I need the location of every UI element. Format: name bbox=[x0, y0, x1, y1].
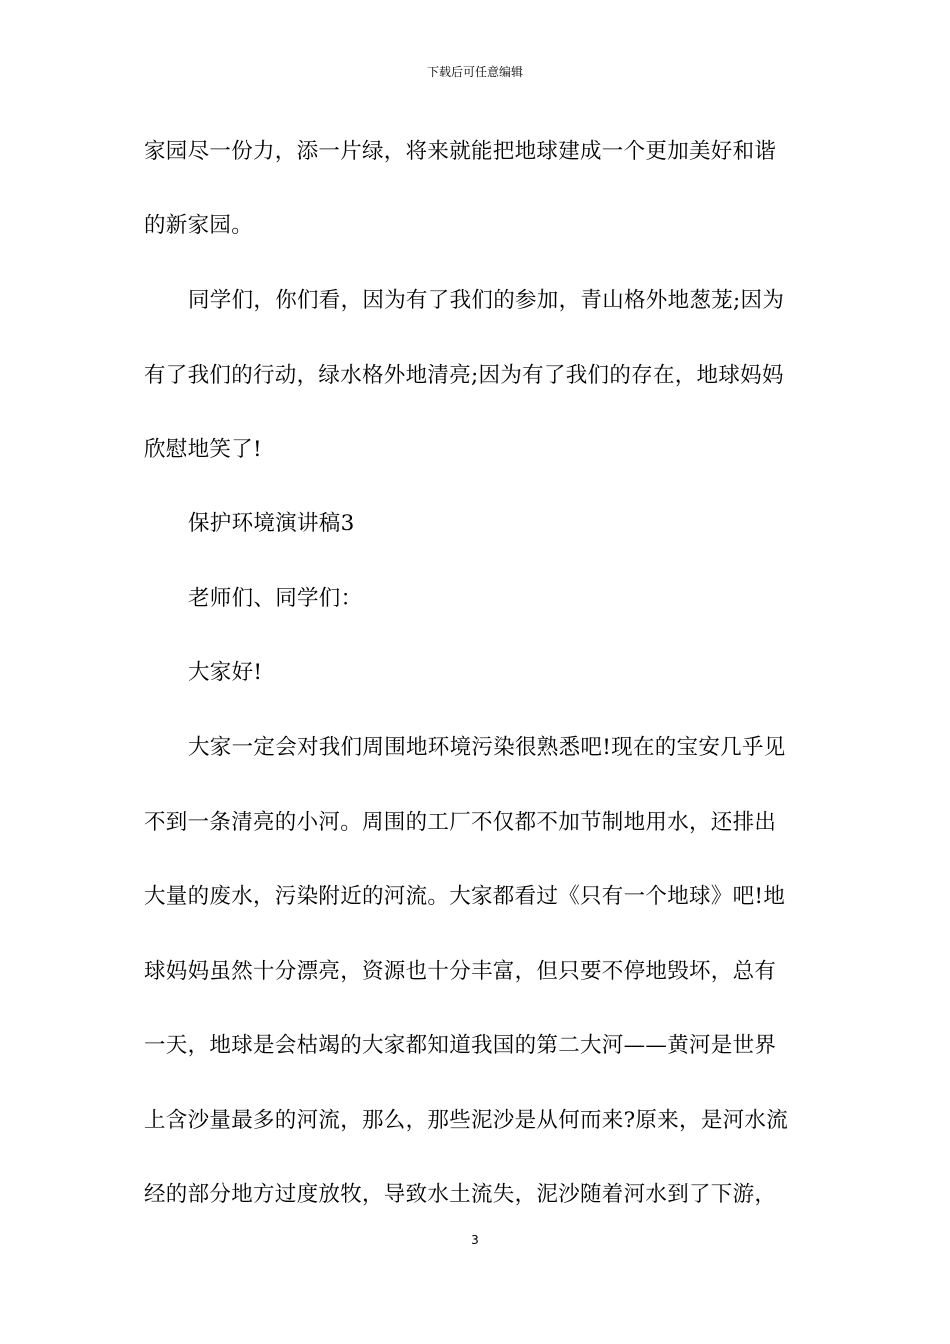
paragraph-line: 不到一条清亮的小河。周围的工厂不仅都不加节制地用水，还排出 bbox=[144, 810, 777, 835]
page-header: 下载后可任意编辑 bbox=[426, 65, 523, 79]
section-title: 保护环境演讲稿3 bbox=[188, 511, 355, 536]
paragraph-line: 球妈妈虽然十分漂亮，资源也十分丰富，但只要不停地毁坏，总有 bbox=[144, 959, 777, 984]
paragraph-line: 大家一定会对我们周围地环境污染很熟悉吧!现在的宝安几乎见 bbox=[188, 735, 786, 760]
page-number: 3 bbox=[471, 1233, 479, 1247]
paragraph-line: 有了我们的行动，绿水格外地清亮;因为有了我们的存在，地球妈妈 bbox=[144, 363, 784, 388]
greeting: 大家好! bbox=[188, 660, 263, 685]
paragraph-line: 的新家园。 bbox=[144, 213, 254, 238]
paragraph-line: 大量的废水，污染附近的河流。大家都看过《只有一个地球》吧!地 bbox=[144, 884, 786, 909]
salutation: 老师们、同学们： bbox=[188, 586, 363, 611]
paragraph-line: 上含沙量最多的河流，那么，那些泥沙是从何而来?原来，是河水流 bbox=[144, 1108, 789, 1133]
paragraph-line: 经的部分地方过度放牧，导致水土流失，泥沙随着河水到了下游， bbox=[144, 1182, 777, 1207]
paragraph-line: 一天，地球是会枯竭的大家都知道我国的第二大河——黄河是世界 bbox=[144, 1033, 777, 1058]
paragraph-line: 同学们，你们看，因为有了我们的参加，青山格外地葱茏;因为 bbox=[188, 288, 785, 313]
paragraph-line: 家园尽一份力，添一片绿，将来就能把地球建成一个更加美好和谐 bbox=[144, 139, 777, 164]
paragraph-line: 欣慰地笑了! bbox=[144, 437, 262, 462]
